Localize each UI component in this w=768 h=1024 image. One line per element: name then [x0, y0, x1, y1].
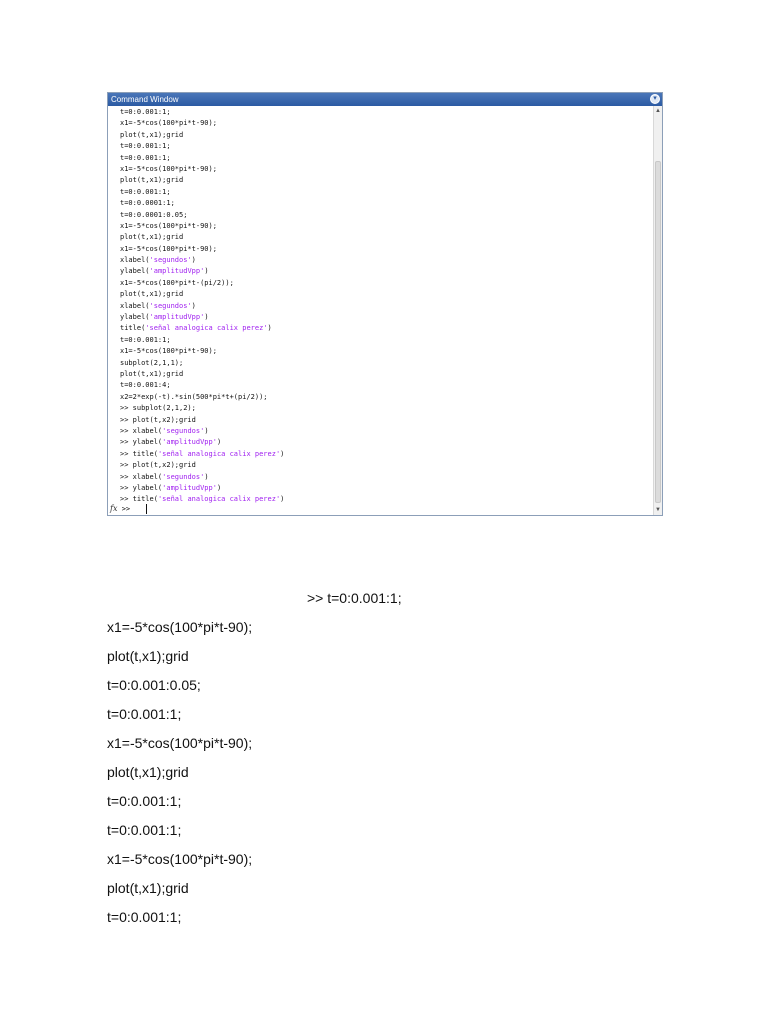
- command-code-end: ): [216, 438, 222, 447]
- string-literal: 'segundos': [162, 472, 205, 481]
- command-line: [120, 221, 653, 232]
- command-line: [120, 175, 653, 186]
- command-line: [120, 153, 653, 164]
- command-code: t=0:0.001:1;: [120, 142, 171, 151]
- scrollbar-thumb[interactable]: [655, 161, 661, 503]
- command-prompt[interactable]: [108, 503, 653, 515]
- command-code: xlabel(: [120, 256, 150, 265]
- document-line: t=0:0.001:0.05;: [107, 677, 201, 693]
- command-window: [107, 92, 663, 516]
- string-literal: 'señal analogica calix perez': [157, 495, 281, 503]
- document-line: plot(t,x1);grid: [107, 648, 189, 664]
- command-line: [120, 107, 653, 118]
- command-code-end: ): [280, 495, 285, 503]
- string-literal: 'amplitudVpp': [149, 313, 205, 322]
- string-literal: 'señal analogica calix perez': [145, 324, 268, 333]
- command-code: >> ylabel(: [120, 483, 163, 492]
- command-line: [120, 483, 653, 494]
- vertical-scrollbar[interactable]: [653, 106, 662, 515]
- command-line: [120, 403, 653, 414]
- command-code: title(: [120, 324, 146, 333]
- command-code: >> plot(t,x2);grid: [120, 461, 196, 470]
- command-code: t=0:0.001:1;: [120, 153, 171, 162]
- command-code-end: ): [267, 324, 272, 333]
- command-line: [120, 255, 653, 266]
- command-line: [120, 346, 653, 357]
- document-line: t=0:0.001:1;: [107, 822, 182, 838]
- scroll-down-icon[interactable]: ▼: [655, 507, 661, 513]
- string-literal: 'amplitudVpp': [162, 483, 217, 492]
- command-line: [120, 437, 653, 448]
- command-code: x1=-5*cos(100*pi*t-90);: [120, 164, 217, 173]
- command-line: [120, 392, 653, 403]
- command-code: t=0:0.001:1;: [120, 108, 171, 116]
- command-line: [120, 130, 653, 141]
- string-literal: 'segundos': [149, 301, 192, 310]
- prompt-symbol: >>: [121, 505, 131, 513]
- command-code: >> ylabel(: [120, 438, 163, 447]
- document-line: plot(t,x1);grid: [107, 880, 189, 896]
- command-line: [120, 301, 653, 312]
- command-line: [120, 494, 653, 503]
- command-code-end: ): [204, 426, 209, 435]
- command-code: x1=-5*cos(100*pi*t-90);: [120, 347, 217, 356]
- command-line: [120, 210, 653, 221]
- command-line: [120, 164, 653, 175]
- command-line: [120, 449, 653, 460]
- command-code-end: ): [191, 301, 196, 310]
- command-code-end: ): [204, 313, 209, 322]
- command-code: xlabel(: [120, 301, 150, 310]
- command-code: >> xlabel(: [120, 472, 163, 481]
- command-code: >> title(: [120, 449, 158, 458]
- command-code: >> plot(t,x2);grid: [120, 415, 196, 424]
- command-code: t=0:0.0001:0.05;: [120, 210, 188, 219]
- command-code-end: ): [280, 449, 285, 458]
- command-window-titlebar: [108, 93, 662, 106]
- command-code: ylabel(: [120, 267, 150, 276]
- command-code: ylabel(: [120, 313, 150, 322]
- document-line: x1=-5*cos(100*pi*t-90);: [107, 619, 253, 635]
- command-code: >> title(: [120, 495, 158, 503]
- command-code: subplot(2,1,1);: [120, 358, 184, 367]
- command-line: [120, 380, 653, 391]
- command-code: plot(t,x1);grid: [120, 233, 184, 242]
- command-history: [108, 106, 653, 503]
- command-code: t=0:0.0001:1;: [120, 199, 175, 208]
- command-line: [120, 323, 653, 334]
- command-line: [120, 335, 653, 346]
- document-line: t=0:0.001:1;: [107, 793, 182, 809]
- command-line: [120, 289, 653, 300]
- command-code: plot(t,x1);grid: [120, 290, 184, 299]
- command-line: [120, 232, 653, 243]
- command-line: [120, 118, 653, 129]
- string-literal: 'segundos': [149, 256, 192, 265]
- command-line: [120, 312, 653, 323]
- string-literal: 'amplitudVpp': [149, 267, 205, 276]
- document-line: plot(t,x1);grid: [107, 764, 189, 780]
- command-line: [120, 369, 653, 380]
- command-line: [120, 141, 653, 152]
- command-code: >> subplot(2,1,2);: [120, 404, 196, 413]
- command-code: plot(t,x1);grid: [120, 176, 184, 185]
- string-literal: 'amplitudVpp': [162, 438, 217, 447]
- command-code: x1=-5*cos(100*pi*t-90);: [120, 221, 217, 230]
- document-line: >> t=0:0.001:1;: [307, 590, 402, 606]
- command-code-end: ): [204, 267, 209, 276]
- command-line: [120, 278, 653, 289]
- string-literal: 'segundos': [162, 426, 205, 435]
- command-code: t=0:0.001:1;: [120, 187, 171, 196]
- command-code: plot(t,x1);grid: [120, 130, 184, 139]
- command-line: [120, 198, 653, 209]
- document-line: t=0:0.001:1;: [107, 706, 182, 722]
- command-line: [120, 187, 653, 198]
- command-code-end: ): [204, 472, 209, 481]
- command-line: [120, 415, 653, 426]
- document-line: x1=-5*cos(100*pi*t-90);: [107, 851, 253, 867]
- string-literal: 'señal analogica calix perez': [157, 449, 281, 458]
- command-code: t=0:0.001:4;: [120, 381, 171, 390]
- command-code: >> xlabel(: [120, 426, 163, 435]
- command-code: x1=-5*cos(100*pi*t-(pi/2));: [120, 278, 234, 287]
- command-code: x1=-5*cos(100*pi*t-90);: [120, 119, 217, 128]
- command-code: t=0:0.001:1;: [120, 335, 171, 344]
- document-line: x1=-5*cos(100*pi*t-90);: [107, 735, 253, 751]
- command-code: x2=2*exp(-t).*sin(500*pi*t+(pi/2));: [120, 392, 268, 401]
- command-code: plot(t,x1);grid: [120, 369, 184, 378]
- command-code-end: ): [216, 483, 222, 492]
- document-line: t=0:0.001:1;: [107, 909, 182, 925]
- command-line: [120, 472, 653, 483]
- command-code-end: ): [191, 256, 196, 265]
- command-window-title: Command Window: [111, 95, 179, 104]
- command-code: x1=-5*cos(100*pi*t-90);: [120, 244, 217, 253]
- fx-icon[interactable]: fx: [110, 504, 118, 513]
- scroll-up-icon[interactable]: ▲: [655, 108, 661, 114]
- text-cursor: [146, 504, 147, 514]
- command-line: [120, 460, 653, 471]
- command-line: [120, 426, 653, 437]
- command-line: [120, 244, 653, 255]
- dropdown-icon[interactable]: ▾: [650, 94, 660, 104]
- command-line: [120, 358, 653, 369]
- command-line: [120, 266, 653, 277]
